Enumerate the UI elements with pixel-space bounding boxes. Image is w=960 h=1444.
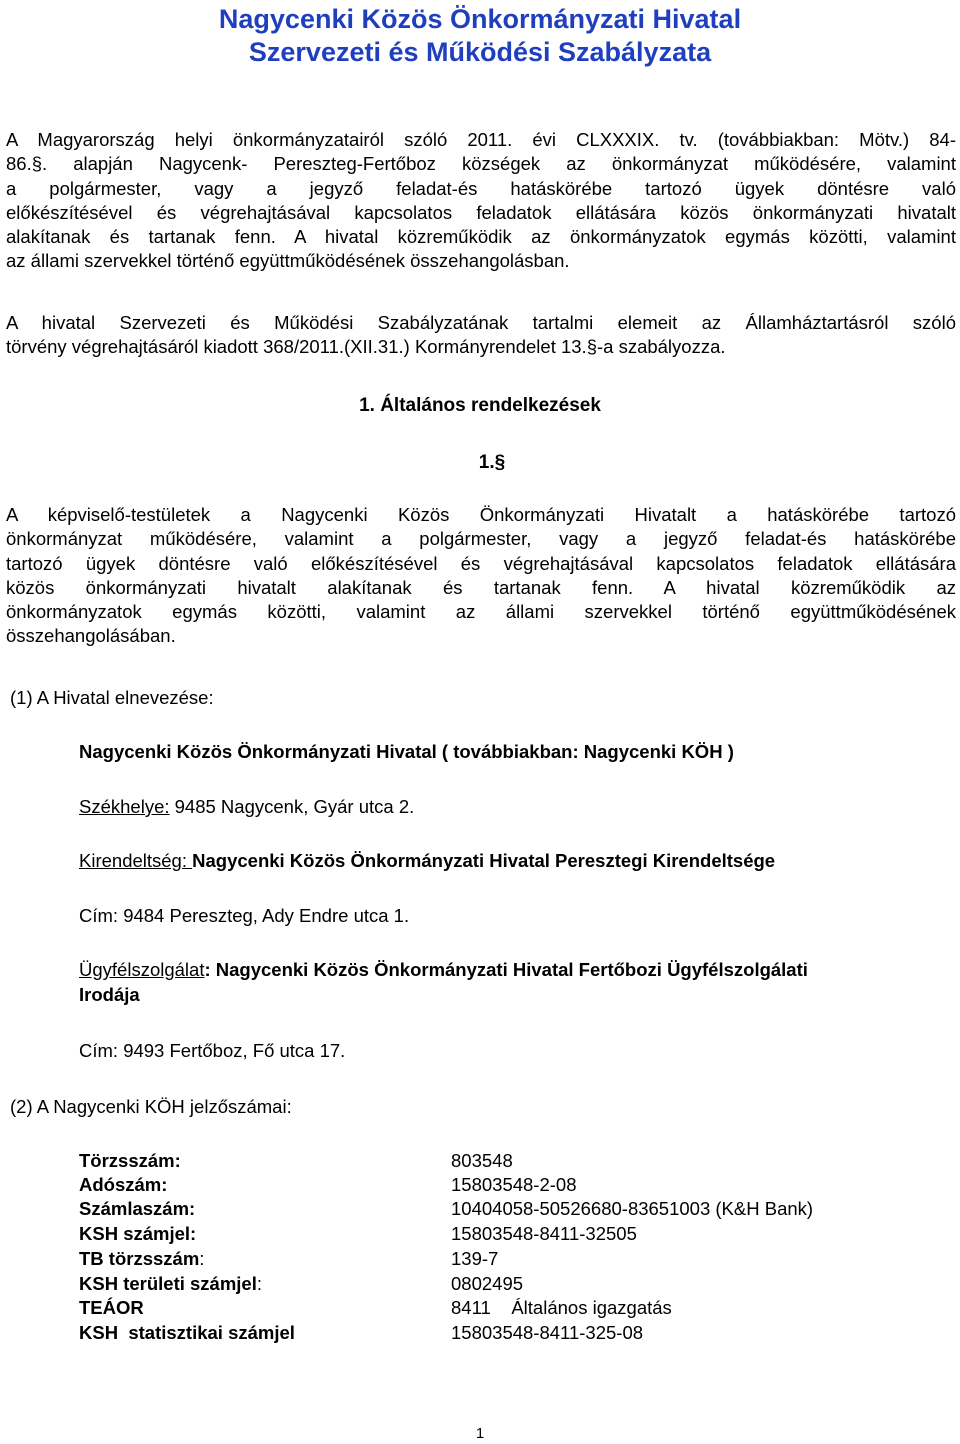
service-colon: : [204,959,211,980]
name-heading: (1) A Hivatal elnevezése: [10,687,214,708]
code-row [79,1222,637,1246]
code-value: 15803548-2-08 [451,1174,577,1195]
establishment-line: közös önkormányzati hivatalt alakítanak és tartanak fenn. A hivatal közreműködik az [6,576,956,598]
seat-line [79,795,414,819]
code-value: 10404058-50526680-83651003 (K&H Bank) [451,1198,814,1219]
establishment-line: önkormányzatok egymás közötti, valamint az állami szervekkel történő együttműködésének [6,601,956,623]
establishment-line: tartozó ügyek döntésre való előkészítésével és végrehajtásával kapcsolatos feladatok ellátására [6,552,956,574]
office-name: Nagycenki Közös Önkormányzati Hivatal ( továbbiakban: Nagycenki KÖH ) [79,741,734,762]
code-row [79,1296,672,1320]
document-title-line-2: Szervezeti és Működési Szabályzata [248,37,712,67]
establishment-line: önkormányzat működésére, valamint a polgármester, vagy a jegyző feladat-és hatáskörébe [6,528,956,550]
establishment-paragraph [6,503,956,649]
establishment-line: összehangolásában. [6,625,176,647]
regulation-paragraph [6,311,956,360]
code-key: KSH területi számjel [79,1273,257,1294]
code-row [79,1247,499,1271]
code-key: Számlaszám: [79,1198,196,1219]
service-value-continued: Irodája [79,984,140,1005]
codes-heading: (2) A Nagycenki KÖH jelzőszámai: [10,1096,292,1117]
branch-address: Cím: 9484 Pereszteg, Ady Endre utca 1. [79,905,410,926]
code-key-suffix: : [199,1248,205,1269]
code-key-suffix: : [256,1273,263,1294]
document-title-line-1: Nagycenki Közös Önkormányzati Hivatal [218,4,742,34]
service-label: Ügyfélszolgálat [79,959,205,980]
intro-line: a polgármester, vagy a jegyző feladat-és hatáskörébe tartozó ügyek döntésre való [6,177,956,199]
code-key: KSH statisztikai számjel [79,1322,295,1343]
seat-label: Székhelye: [79,796,170,817]
intro-line: előkészítésével és végrehajtásával kapcsolatos feladatok ellátására közös önkormányzati hivatalt [6,201,956,223]
regulation-line: A hivatal Szervezeti és Működési Szabályzatának tartalmi elemeit az Államháztartásról szóló [6,312,956,333]
branch-line [79,849,775,873]
intro-paragraph [6,128,956,274]
section-heading: 1. Általános rendelkezések [359,395,601,416]
code-value: 0802495 [451,1273,524,1294]
page-number: 1 [475,1425,485,1442]
branch-label: Kirendeltség: [79,850,193,871]
intro-line: A Magyarország helyi önkormányzatairól szóló 2011. évi CLXXXIX. tv. (továbbiakban: Mötv.) 84- [6,129,956,150]
code-row [79,1321,644,1345]
code-value: 8411 Általános igazgatás [451,1297,672,1318]
code-value: 15803548-8411-325-08 [451,1322,644,1343]
code-row [79,1272,524,1296]
intro-line: 86.§. alapján Nagycenk- Pereszteg-Fertőboz községek az önkormányzat működésére, valamint [6,153,956,175]
code-row [79,1149,513,1173]
service-line [79,958,808,982]
branch-value: Nagycenki Közös Önkormányzati Hivatal Peresztegi Kirendeltsége [192,850,776,871]
code-key: TEÁOR [79,1297,144,1318]
code-key: Törzsszám: [79,1150,181,1171]
intro-line: az állami szervekkel történő együttműködésének összehangolásban. [6,250,570,272]
code-value: 15803548-8411-32505 [451,1223,637,1244]
intro-line: alakítanak és tartanak fenn. A hivatal közreműködik az önkormányzatok egymás közötti, valamint [6,226,956,248]
code-key: Adószám: [79,1174,168,1195]
regulation-line: törvény végrehajtásáról kiadott 368/2011.(XII.31.) Kormányrendelet 13.§-a szabályozza. [6,336,726,358]
code-value: 139-7 [451,1248,499,1269]
code-key: KSH számjel: [79,1223,197,1244]
code-key: TB törzsszám [79,1248,200,1269]
establishment-line: A képviselő-testületek a Nagycenki Közös Önkormányzati Hivatalt a hatáskörébe tartozó [6,504,956,525]
service-value: Nagycenki Közös Önkormányzati Hivatal Fertőbozi Ügyfélszolgálati [210,959,808,980]
service-address: Cím: 9493 Fertőboz, Fő utca 17. [79,1040,346,1061]
code-row [79,1173,577,1197]
paragraph-number: 1.§ [478,452,506,473]
seat-value: 9485 Nagycenk, Gyár utca 2. [169,796,415,817]
code-row [79,1197,814,1221]
code-value: 803548 [451,1150,513,1171]
